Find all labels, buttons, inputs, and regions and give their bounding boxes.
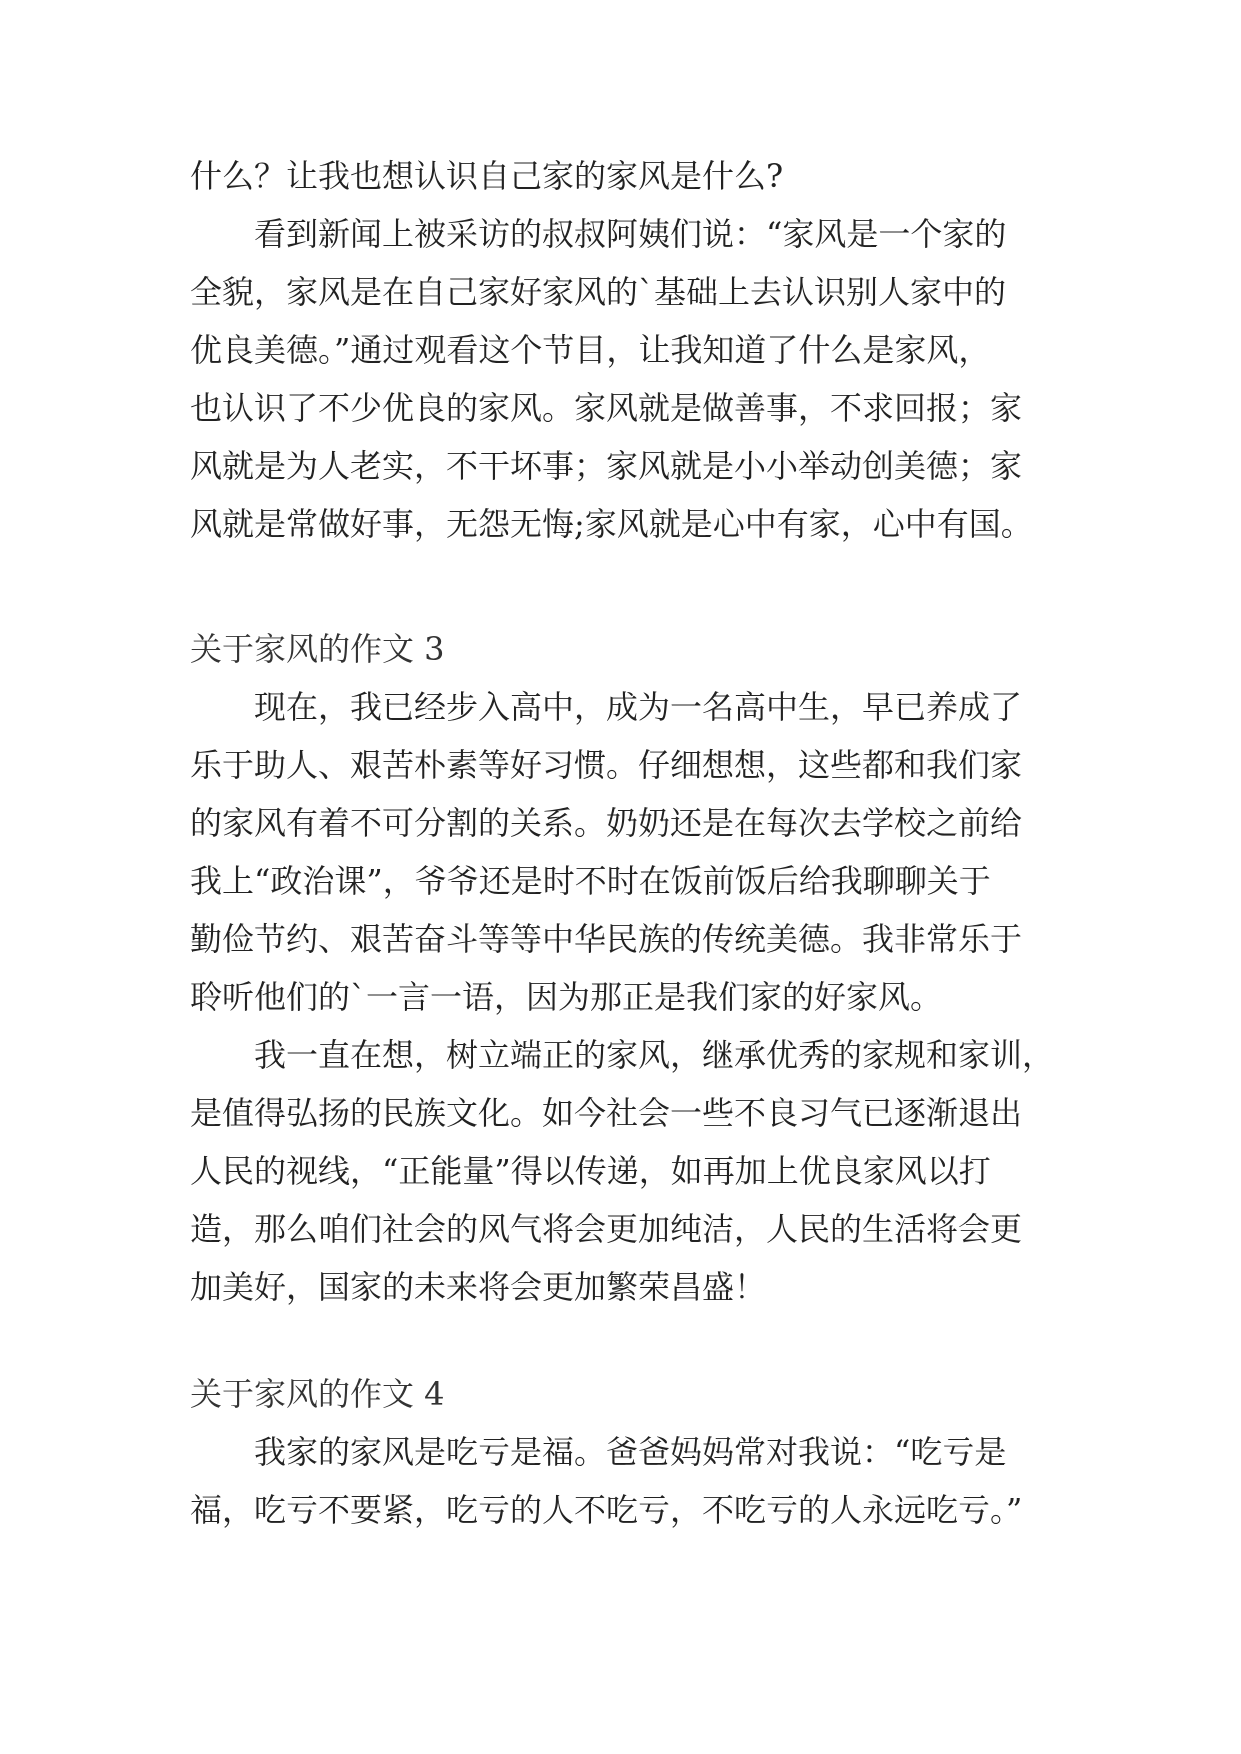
intro-section [190,147,1060,553]
essay-3-p1-line-6: 聆听他们的`一言一语，因为那正是我们家的好家风。 [190,978,943,1016]
essay-3-p1-line-3: 的家风有着不可分割的关系。奶奶还是在每次去学校之前给 [190,804,1023,842]
news-paragraph-line-5: 风就是为人老实，不干坏事；家风就是小小举动创美德；家 [190,447,1023,485]
essay-3-p2-line-2: 是值得弘扬的民族文化。如今社会一些不良习气已逐渐退出 [190,1094,1023,1132]
essay-3-p1-line-1: 现在，我已经步入高中，成为一名高中生，早已养成了 [254,688,1023,726]
essay-3-p2-line-5: 加美好，国家的未来将会更加繁荣昌盛！ [190,1268,767,1306]
essay-3-p1-line-2: 乐于助人、艰苦朴素等好习惯。仔细想想，这些都和我们家 [190,746,1023,784]
essay-3-p2-line-4: 造，那么咱们社会的风气将会更加纯洁，人民的生活将会更 [190,1210,1023,1248]
essay-4-heading: 关于家风的作文 4 [190,1375,445,1413]
news-paragraph-line-6: 风就是常做好事，无怨无悔;家风就是心中有家，心中有国。 [190,505,1033,543]
news-paragraph-line-1: 看到新闻上被采访的叔叔阿姨们说：“家风是一个家的 [254,215,1007,253]
essay-3-p1-line-4: 我上“政治课”，爷爷还是时不时在饭前饭后给我聊聊关于 [190,862,991,900]
essay-3-p2-line-1: 我一直在想，树立端正的家风，继承优秀的家规和家训， [254,1036,1055,1074]
news-paragraph-line-4: 也认识了不少优良的家风。家风就是做善事，不求回报；家 [190,389,1023,427]
essay-3-p1-line-5: 勤俭节约、艰苦奋斗等等中华民族的传统美德。我非常乐于 [190,920,1023,958]
essay-4-section [190,1365,1060,1539]
news-paragraph-line-3: 优良美德。”通过观看这个节目，让我知道了什么是家风， [190,331,991,369]
essay-3-section [190,620,1060,1316]
news-paragraph-line-2: 全貌，家风是在自己家好家风的`基础上去认识别人家中的 [190,273,1007,311]
essay-4-p1-line-2: 福，吃亏不要紧，吃亏的人不吃亏，不吃亏的人永远吃亏。” [190,1491,1023,1529]
essay-3-p2-line-3: 人民的视线，“正能量”得以传递，如再加上优良家风以打 [190,1152,991,1190]
intro-line-1: 什么？让我也想认识自己家的家风是什么? [190,157,784,195]
essay-4-p1-line-1: 我家的家风是吃亏是福。爸爸妈妈常对我说：“吃亏是 [254,1433,1007,1471]
essay-3-heading: 关于家风的作文 3 [190,630,445,668]
